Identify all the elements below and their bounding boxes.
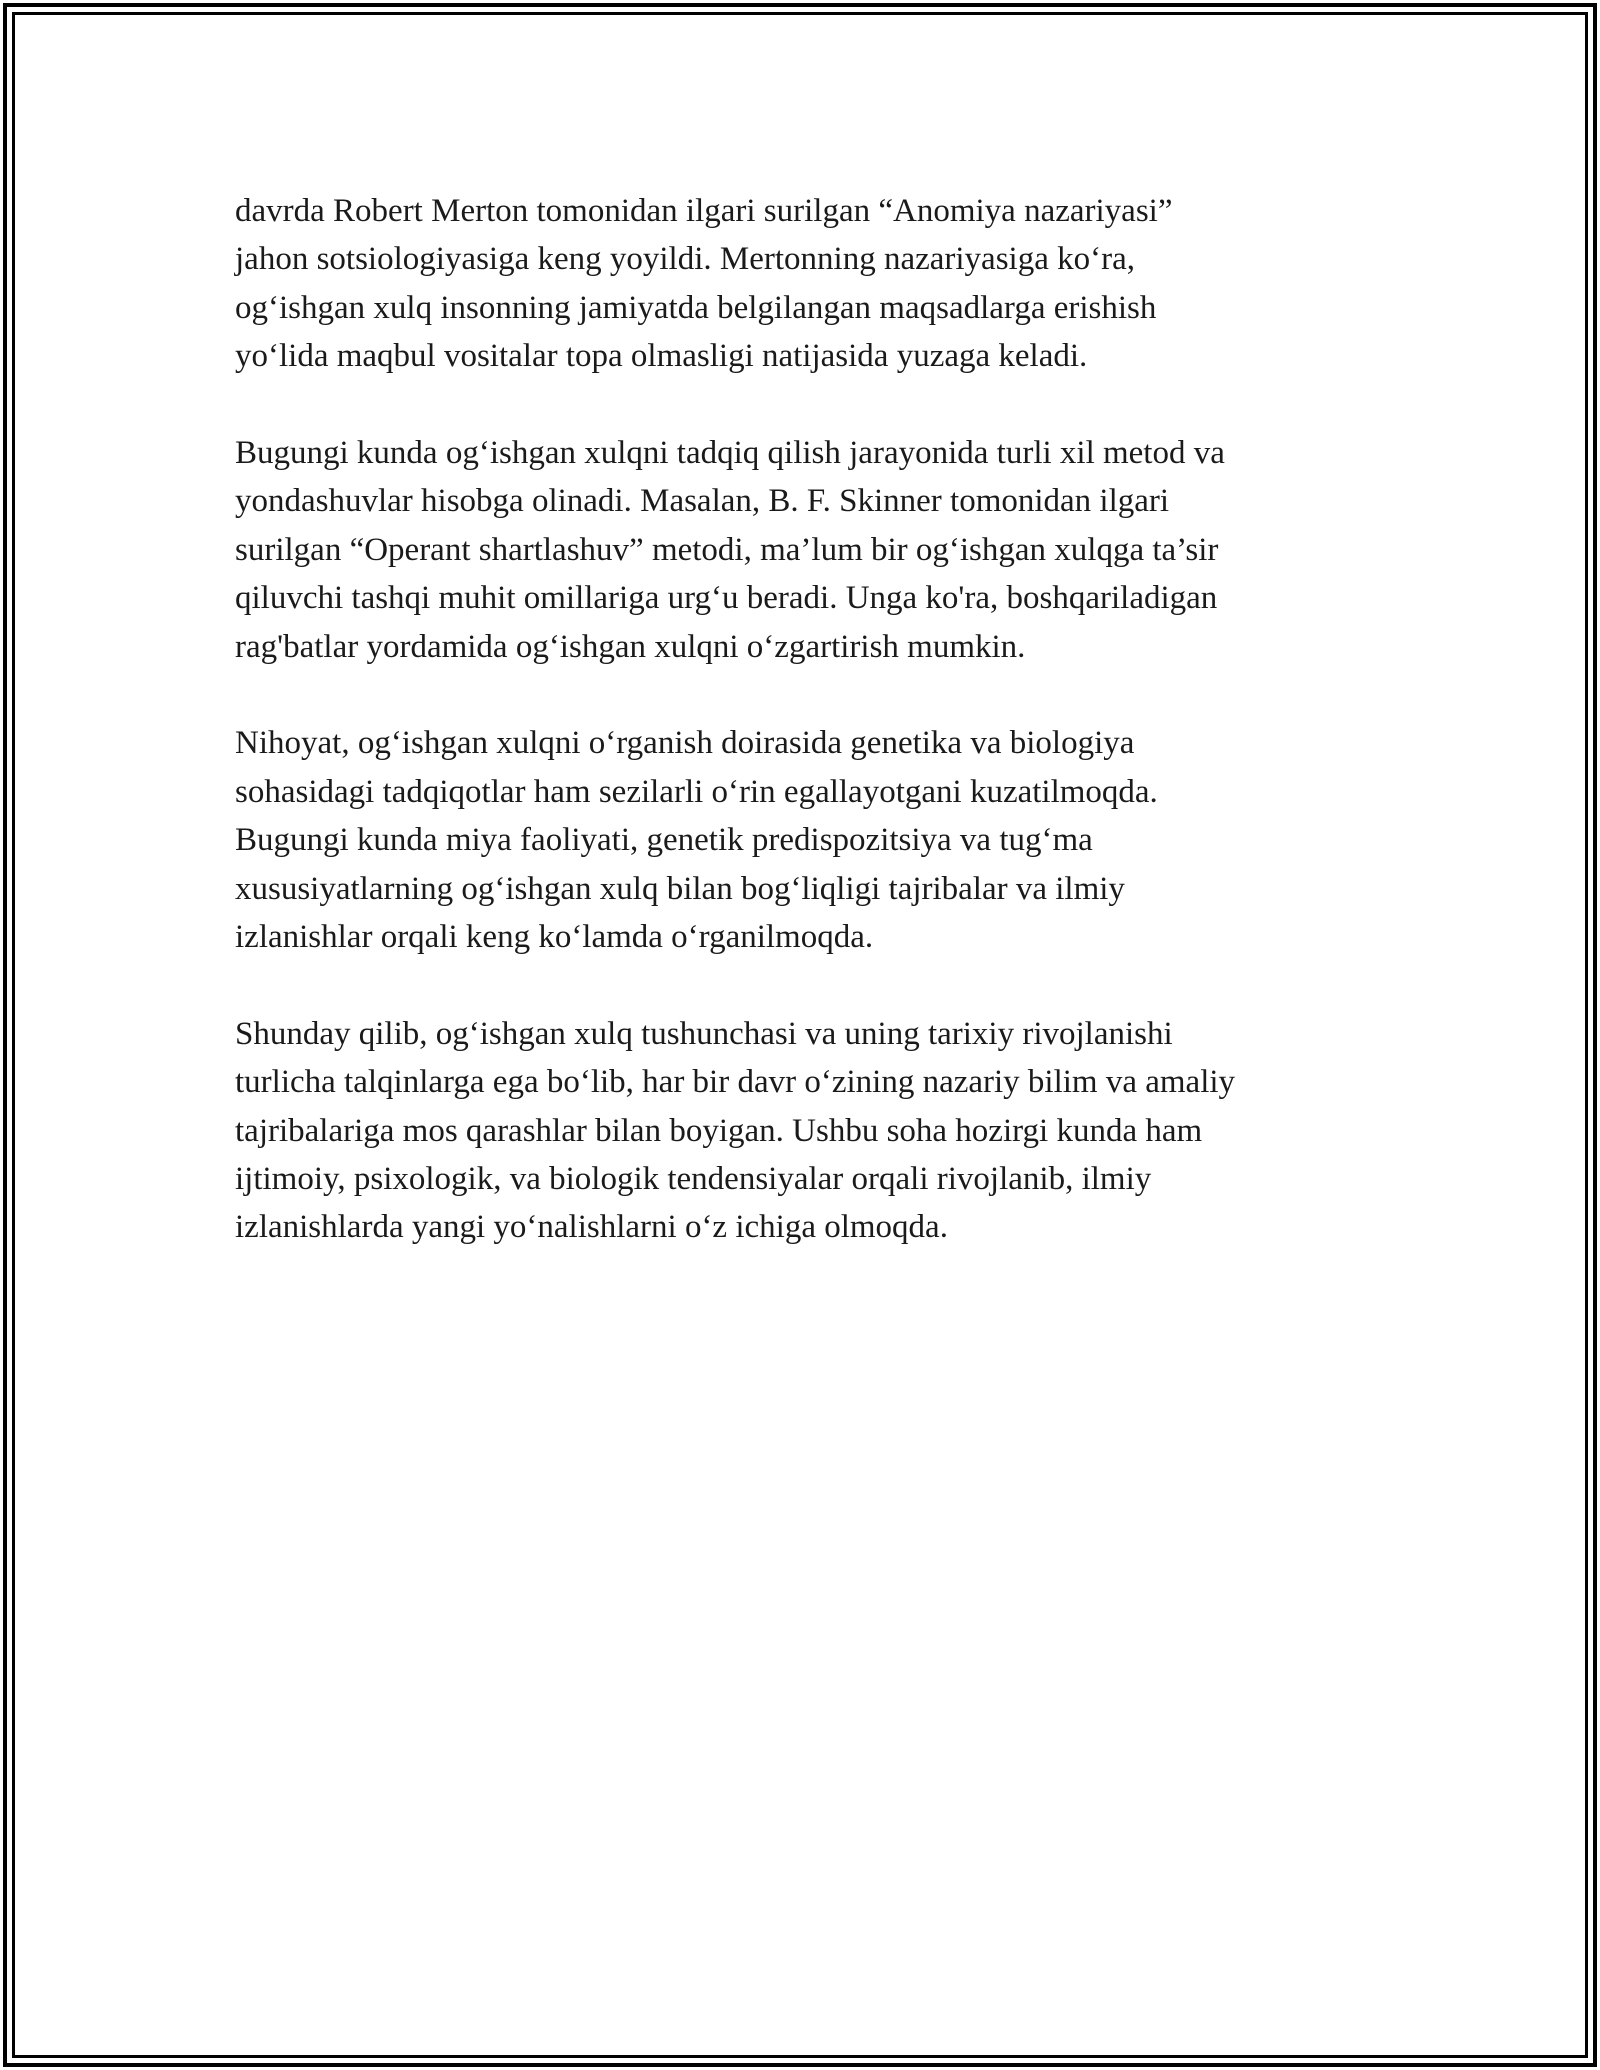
- document-body: [235, 187, 1375, 1300]
- text-line: Shunday qilib, ogʻishgan xulq tushunchasi va uning tarixiy rivojlanishi: [235, 1015, 1173, 1052]
- text-line: Bugungi kunda miya faoliyati, genetik predispozitsiya va tugʻma: [235, 822, 1093, 859]
- text-line: rag'batlar yordamida ogʻishgan xulqni oʻzgartirish mumkin.: [235, 628, 1026, 665]
- text-line: izlanishlarda yangi yoʻnalishlarni oʻz ichiga olmoqda.: [235, 1209, 948, 1246]
- paragraph-2: [235, 429, 1375, 671]
- text-line: xususiyatlarning ogʻishgan xulq bilan bogʻliqligi tajribalar va ilmiy: [235, 870, 1125, 907]
- text-line: sohasidagi tadqiqotlar ham sezilarli oʻrin egallayotgani kuzatilmoqda.: [235, 773, 1158, 810]
- text-line: davrda Robert Merton tomonidan ilgari surilgan “Anomiya nazariyasi”: [235, 193, 1173, 229]
- text-line: qiluvchi tashqi muhit omillariga urgʻu beradi. Unga ko'ra, boshqariladigan: [235, 580, 1218, 617]
- text-line: yoʻlida maqbul vositalar topa olmasligi natijasida yuzaga keladi.: [235, 338, 1088, 375]
- paragraph-4: [235, 1010, 1375, 1252]
- text-line: surilgan “Operant shartlashuv” metodi, ma’lum bir ogʻishgan xulqga ta’sir: [235, 531, 1219, 568]
- text-line: tajribalariga mos qarashlar bilan boyigan. Ushbu soha hozirgi kunda ham: [235, 1112, 1203, 1149]
- paragraph-1: [235, 187, 1375, 381]
- text-line: jahon sotsiologiyasiga keng yoyildi. Mertonning nazariyasiga koʻra,: [235, 241, 1135, 278]
- text-line: Nihoyat, ogʻishgan xulqni oʻrganish doirasida genetika va biologiya: [235, 725, 1135, 762]
- text-line: ogʻishgan xulq insonning jamiyatda belgilangan maqsadlarga erishish: [235, 289, 1157, 326]
- text-line: Bugungi kunda ogʻishgan xulqni tadqiq qilish jarayonida turli xil metod va: [235, 435, 1225, 472]
- text-line: ijtimoiy, psixologik, va biologik tendensiyalar orqali rivojlanib, ilmiy: [235, 1161, 1152, 1198]
- text-line: yondashuvlar hisobga olinadi. Masalan, B. F. Skinner tomonidan ilgari: [235, 483, 1170, 520]
- paragraph-3: [235, 719, 1375, 961]
- text-line: izlanishlar orqali keng koʻlamda oʻrganilmoqda.: [235, 919, 874, 956]
- text-line: turlicha talqinlarga ega boʻlib, har bir davr oʻzining nazariy bilim va amaliy: [235, 1064, 1236, 1101]
